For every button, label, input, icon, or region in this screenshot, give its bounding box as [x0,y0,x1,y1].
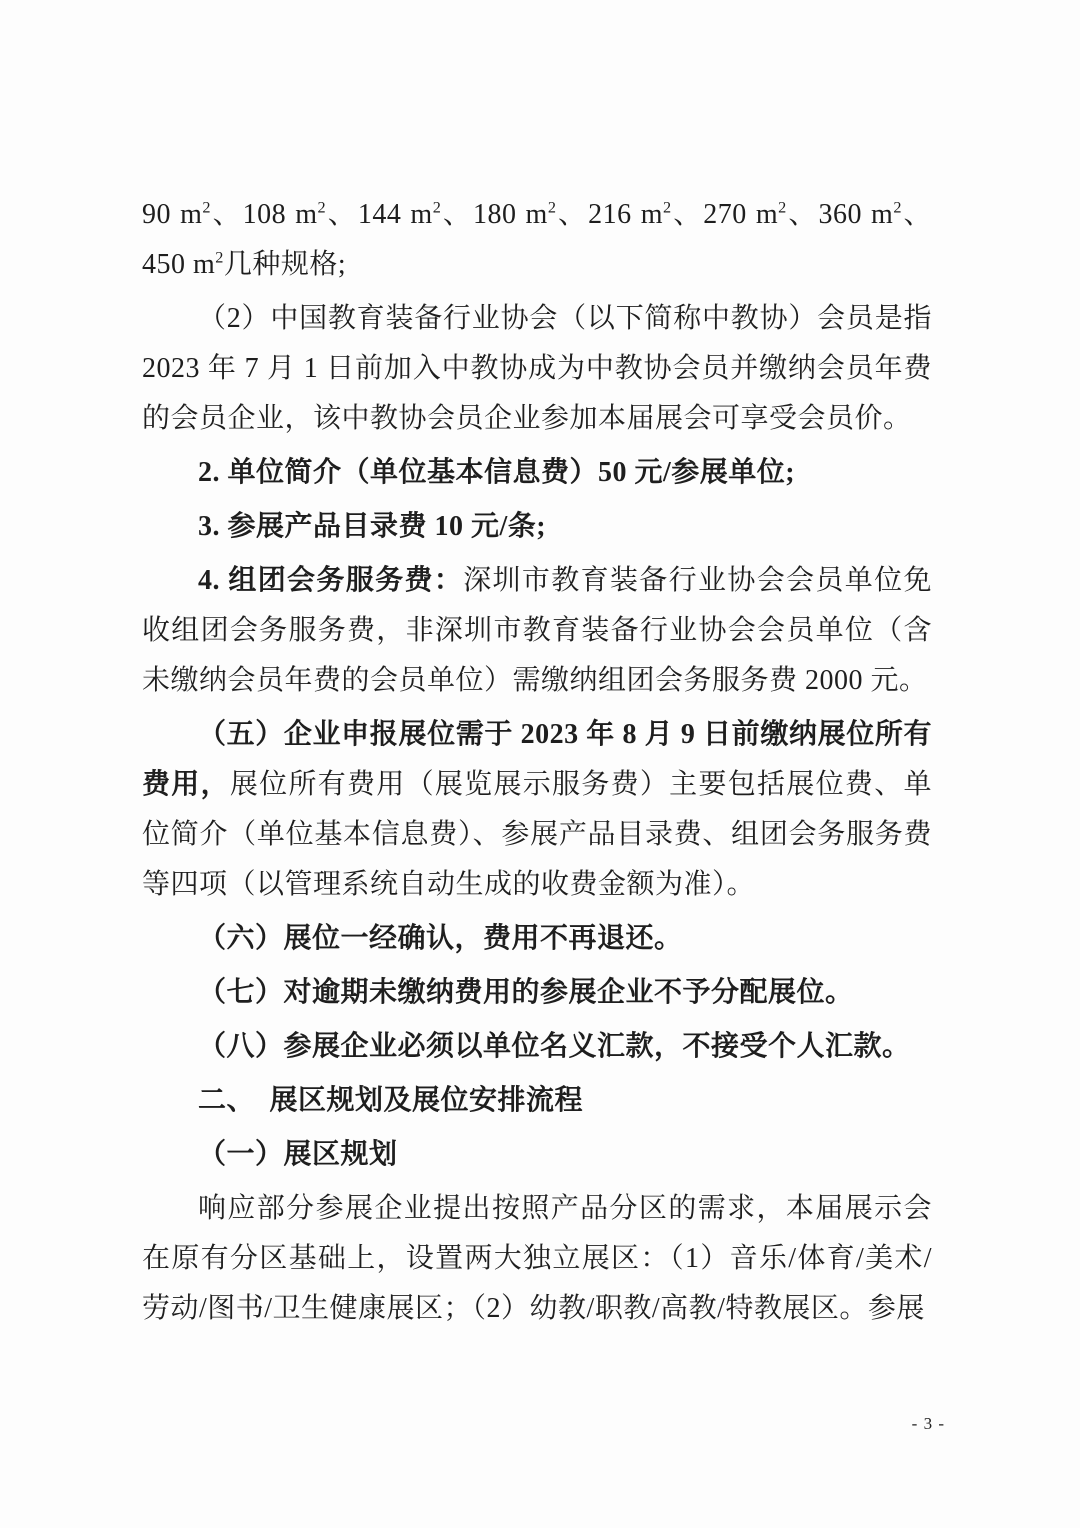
paragraph: （七）对逾期未缴纳费用的参展企业不予分配展位。 [198,977,854,1008]
paragraph: （一）展区规划 [198,1139,398,1170]
document-body [142,190,932,1338]
paragraph: 二、 展区规划及展位安排流程 [198,1085,584,1116]
paragraph: （八）参展企业必须以单位名义汇款，不接受个人汇款。 [198,1031,911,1062]
page-number: - 3 - [911,1414,945,1433]
paragraph: （2）中国教育装备行业协会（以下简称中教协）会员是指 2023 年 7 月 1 日前加入中教协成为中教协会员并缴纳会员年费的会员企业，该中教协会员企业参加本届展会可享受会员价。 [142,303,932,434]
paragraph: 2. 单位简介（单位基本信息费）50 元/参展单位; [198,457,796,488]
paragraph: （五）企业申报展位需于 2023 年 8 月 9 日前缴纳展位所有费用，展位所有费用（展览展示服务费）主要包括展位费、单位简介（单位基本信息费）、参展产品目录费、组团会务服务费等四项（以管理系统自动生成的收费金额为准）。 [142,719,932,900]
paragraph: 90 $m^2$、108 $m^2$、144 $m^2$、180 $m^2$、216 $m^2$、270 $m^2$、360 $m^2$、450 $m^2$几种规格; [142,198,933,280]
paragraph: （六）展位一经确认，费用不再退还。 [198,923,683,954]
paragraph: 3. 参展产品目录费 10 元/条; [198,511,547,542]
paragraph: 响应部分参展企业提出按照产品分区的需求，本届展示会在原有分区基础上，设置两大独立展区：（1）音乐/体育/美术/劳动/图书/卫生健康展区；（2）幼教/职教/高教/特教展区。参展 [142,1193,932,1324]
paragraph: 4. 组团会务服务费：深圳市教育装备行业协会会员单位免收组团会务服务费，非深圳市教育装备行业协会会员单位（含未缴纳会员年费的会员单位）需缴纳组团会务服务费 2000 元。 [142,565,932,696]
